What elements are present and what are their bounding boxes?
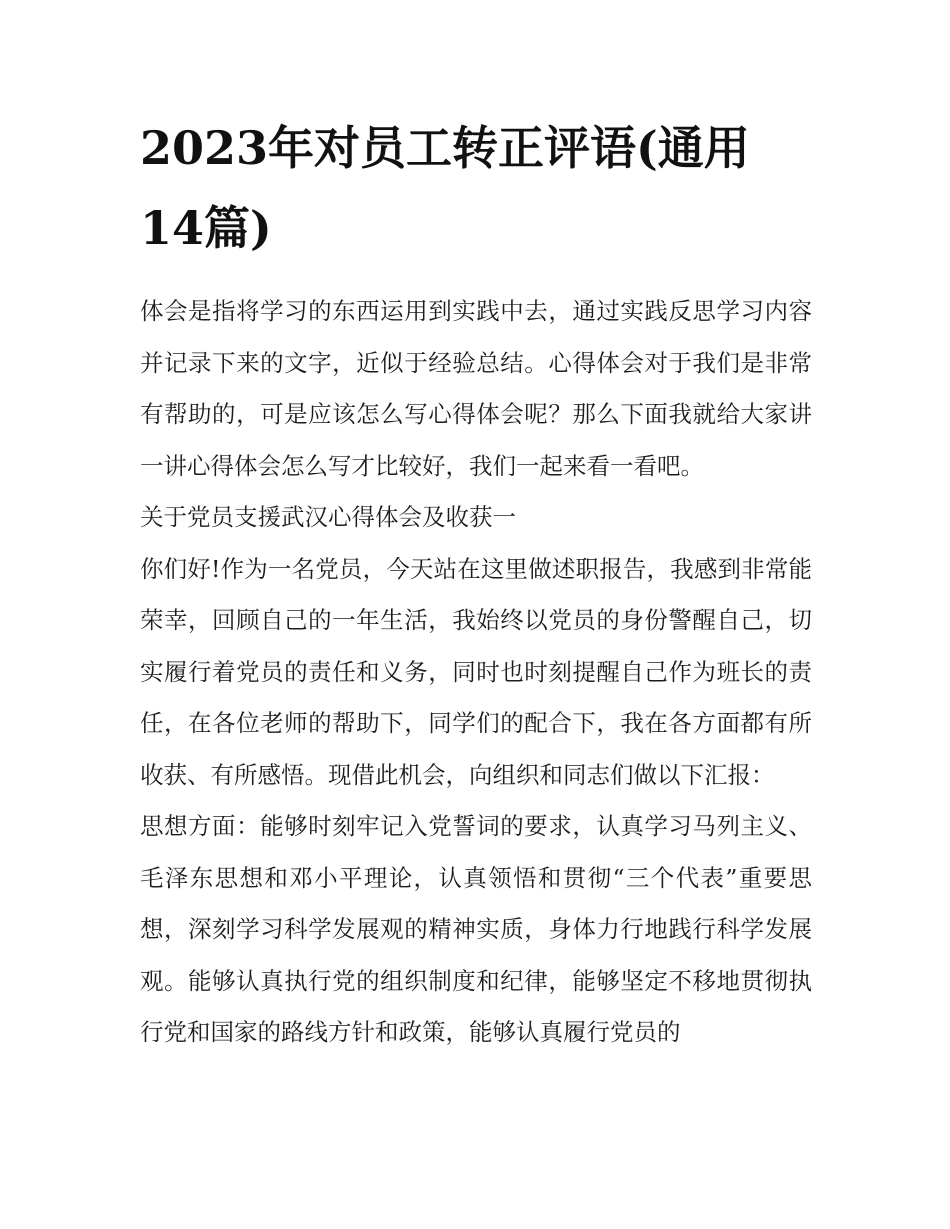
paragraph-ideology: 思想方面：能够时刻牢记入党誓词的要求，认真学习马列主义、毛泽东思想和邓小平理论，认真领悟和贯彻“三个代表”重要思想，深刻学习科学发展观的精神实质，身体力行地践行科学发展观。能够认真执行党的组织制度和纪律，能够坚定不移地贯彻执行党和国家的路线方针和政策，能够认真履行党员的	[140, 812, 812, 1046]
document-title: 2023年对员工转正评语(通用14篇)	[140, 121, 750, 255]
paragraph-greeting: 你们好!作为一名党员，今天站在这里做述职报告，我感到非常能荣幸，回顾自己的一年生活，我始终以党员的身份警醒自己，切实履行着党员的责任和义务，同时也时刻提醒自己作为班长的责任，在各位老师的帮助下，同学们的配合下，我在各方面都有所收获、有所感悟。现借此机会，向组织和同志们做以下汇报：	[140, 554, 812, 789]
paragraph-section-heading: 关于党员支援武汉心得体会及收获一	[140, 503, 516, 531]
document-body	[140, 108, 812, 1059]
paragraph-intro: 体会是指将学习的东西运用到实践中去，通过实践反思学习内容并记录下来的文字，近似于经验总结。心得体会对于我们是非常有帮助的，可是应该怎么写心得体会呢？那么下面我就给大家讲一讲心得体会怎么写才比较好，我们一起来看一看吧。	[140, 297, 812, 480]
